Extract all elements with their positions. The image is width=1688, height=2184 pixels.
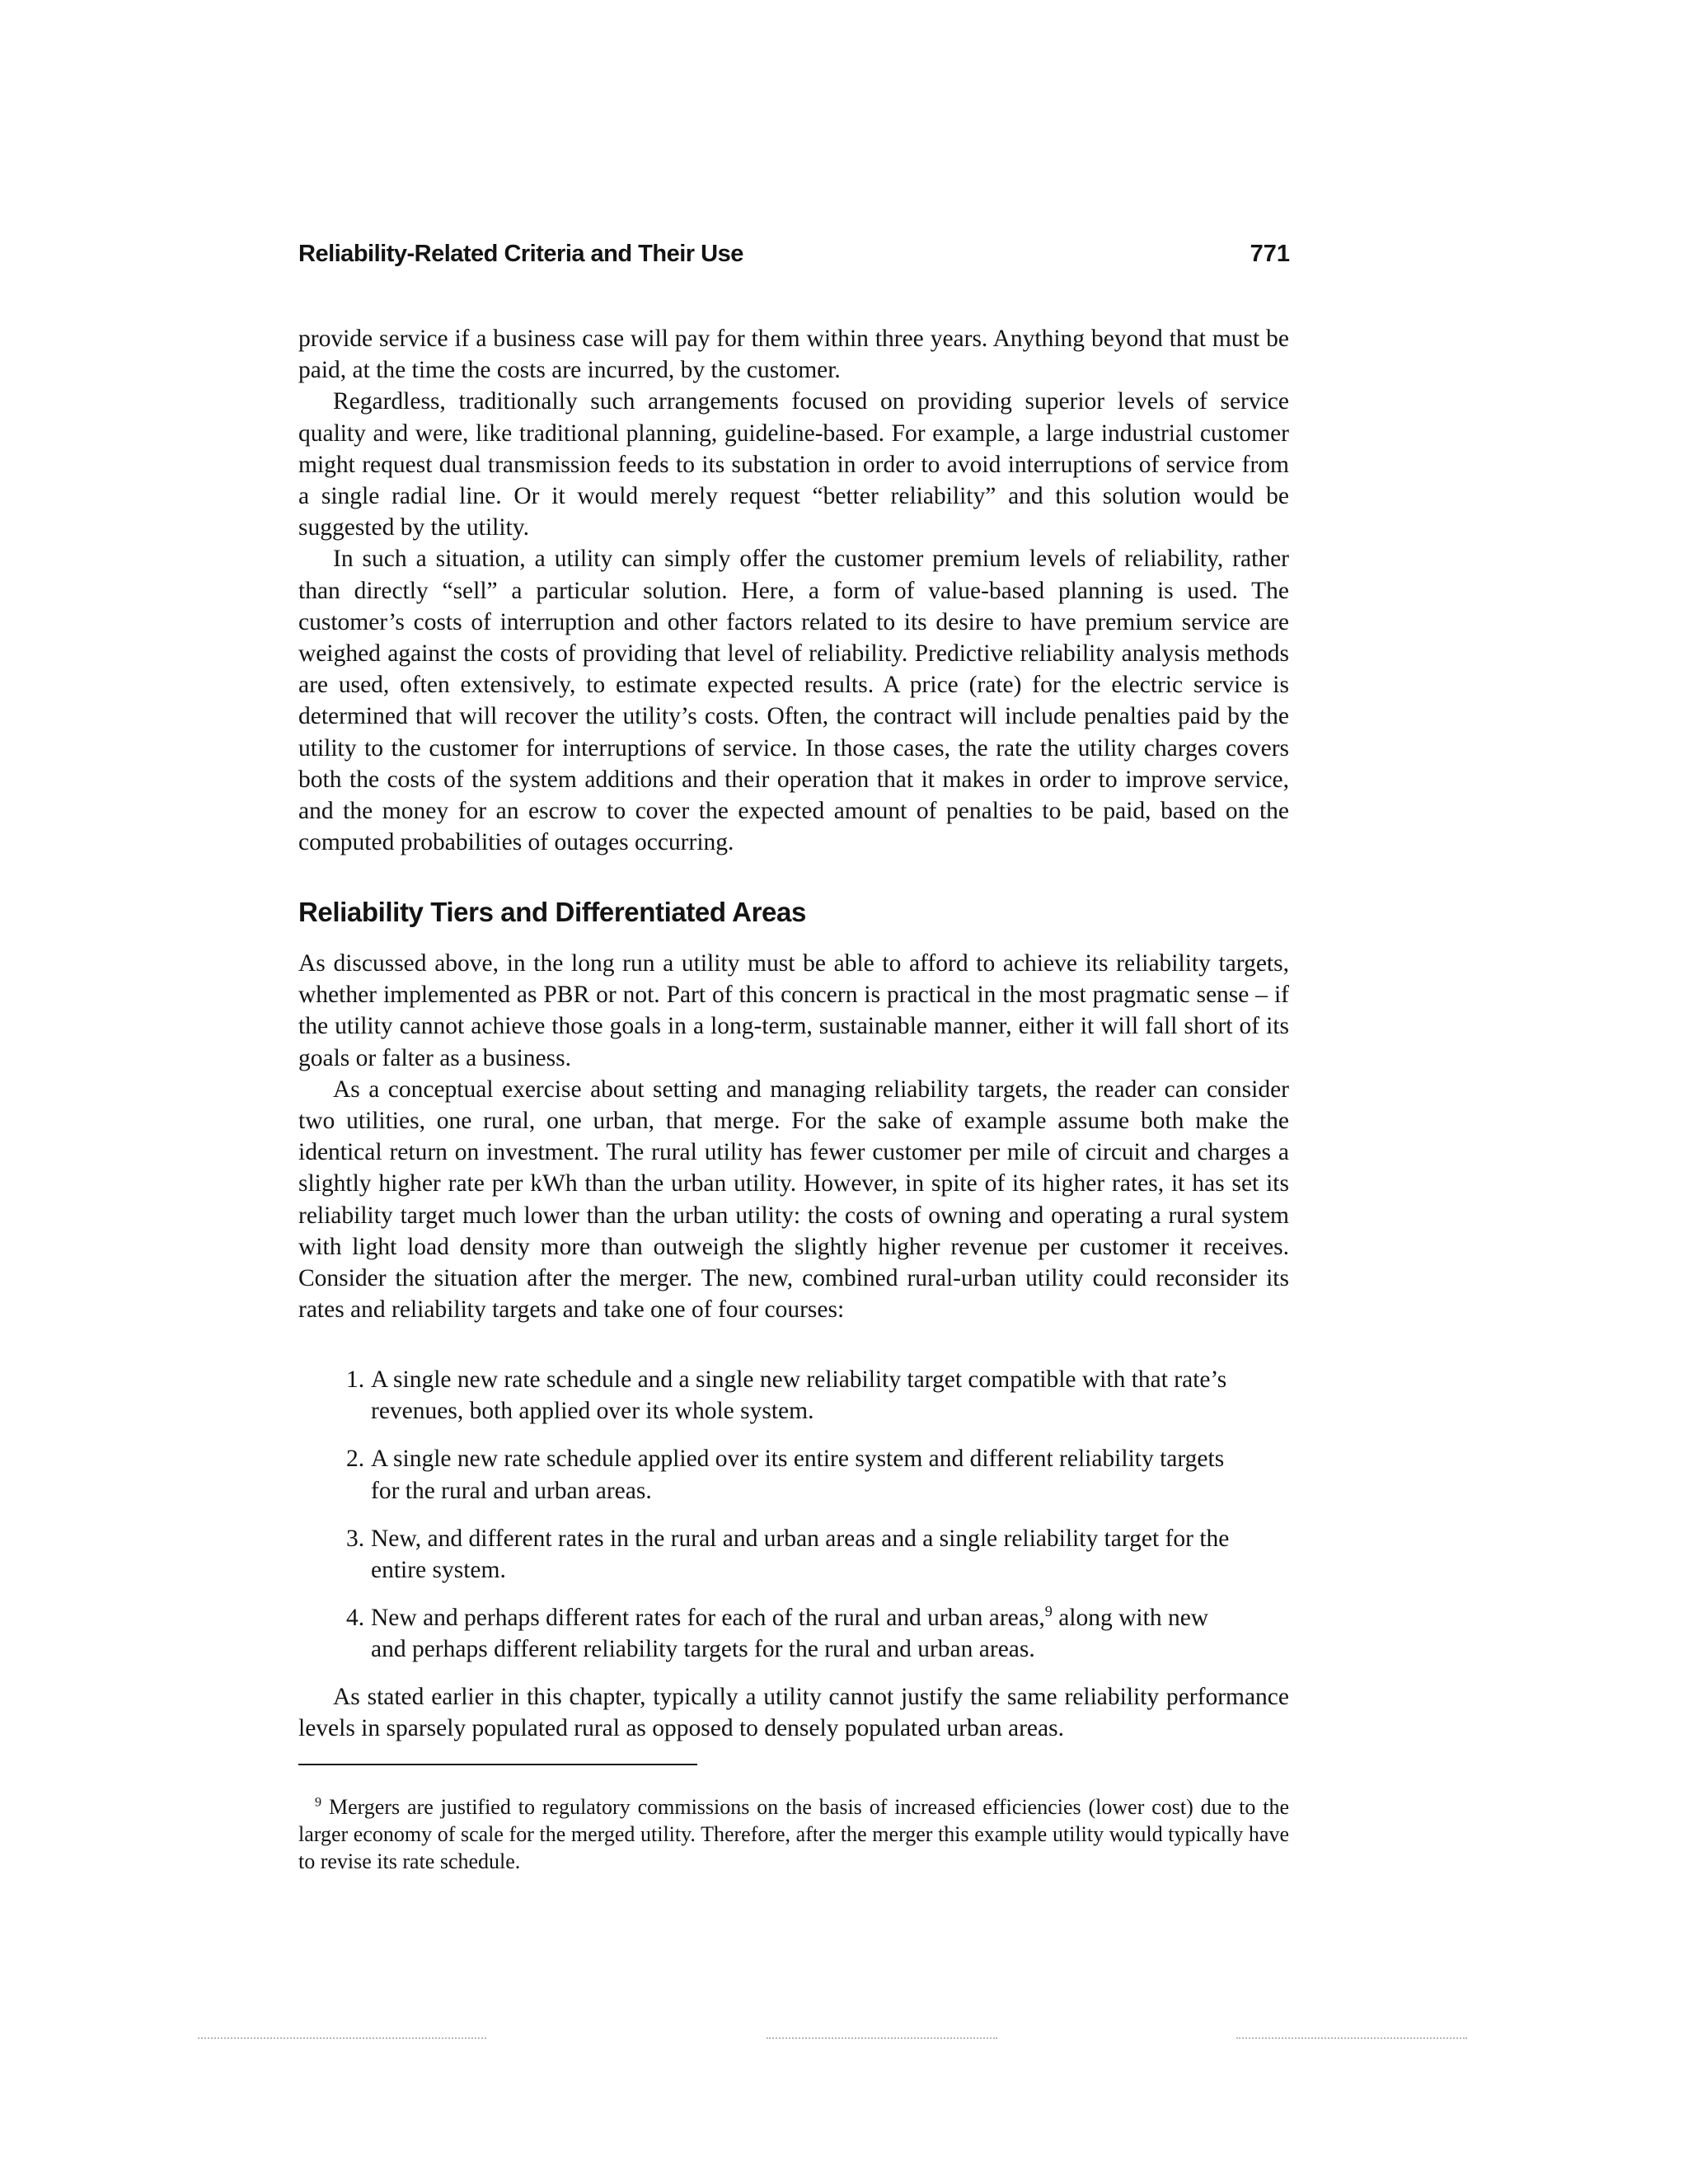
footnote-text: Mergers are justified to regulatory commissions on the basis of increased efficiencies (lower cost) due to the larger economy of scale for the merged utility. Therefore, after the merger this example utility would typically have to revise its rate schedule. <box>298 1795 1289 1873</box>
body-paragraph: In such a situation, a utility can simply offer the customer premium levels of reliability, rather than directly “sell” a particular solution. Here, a form of value-based planning is used. The customer’s costs of interruption and other factors related to its desire to have premium service are weighed against the costs of providing that level of reliability. Predictive reliability analysis methods are used, often extensively, to estimate expected results. A price (rate) for the electric service is determined that will recover the utility’s costs. Often, the contract will include penalties paid by the utility to the customer for interruptions of service. In those cases, the rate the utility charges covers both the costs of the system additions and their operation that it makes in order to improve service, and the money for an escrow to cover the expected amount of penalties to be paid, based on the computed probabilities of outages occurring. <box>298 546 1289 856</box>
list-item <box>298 1364 1289 1427</box>
section-body-text <box>298 948 1289 1325</box>
scan-artifact <box>1236 2037 1467 2039</box>
running-head-title: Reliability-Related Criteria and Their Use <box>298 241 743 267</box>
list-number: 1. <box>346 1366 365 1393</box>
list-item-text: along with new and perhaps different reliability targets for the rural and urban areas. <box>371 1605 1209 1663</box>
list-number: 4. <box>346 1605 365 1632</box>
list-number: 2. <box>346 1446 365 1473</box>
body-paragraph: Regardless, traditionally such arrangements focused on providing superior levels of service quality and were, like traditional planning, guideline-based. For example, a large industrial customer might request dual transmission feeds to its substation in order to avoid interruptions of service from a single radial line. Or it would merely request “better reliability” and this solution would be suggested by the utility. <box>298 388 1289 541</box>
body-paragraph: As a conceptual exercise about setting and managing reliability targets, the reader can consider two utilities, one rural, one urban, that merge. For the sake of example assume both make the identical return on investment. The rural utility has fewer customer per mile of circuit and charges a slightly higher rate per kWh than the urban utility. However, in spite of its higher rates, it has set its reliability target much lower than the urban utility: the costs of owning and operating a rural system with light load density more than outweigh the slightly higher revenue per customer it receives. Consider the situation after the merger. The new, combined rural-urban utility could reconsider its rates and reliability targets and take one of four courses: <box>298 1076 1289 1324</box>
body-paragraph: provide service if a business case will pay for them within three years. Anything beyond that must be paid, at the time the costs are incurred, by the customer. <box>298 326 1289 384</box>
footnote <box>298 1793 1289 1875</box>
body-paragraph: As stated earlier in this chapter, typically a utility cannot justify the same reliability performance levels in sparsely populated rural as opposed to densely populated urban areas. <box>298 1684 1289 1742</box>
list-number: 3. <box>346 1525 365 1552</box>
footnote-marker: 9 <box>315 1795 322 1810</box>
numbered-list <box>298 1364 1289 1682</box>
list-item-text: New and perhaps different rates for each of the rural and urban areas, <box>371 1605 1045 1632</box>
page-number: 771 <box>1250 241 1290 267</box>
scan-artifact <box>198 2037 486 2039</box>
list-item <box>298 1602 1289 1665</box>
body-text-top <box>298 323 1289 858</box>
list-item <box>298 1523 1289 1586</box>
list-item <box>298 1443 1289 1506</box>
list-item-text: A single new rate schedule and a single new reliability target compatible with that rate’s revenues, both applied over its whole system. <box>371 1366 1227 1425</box>
scan-artifact <box>767 2037 997 2039</box>
footnote-divider <box>298 1764 697 1765</box>
list-item-text: A single new rate schedule applied over its entire system and different reliability targets for the rural and urban areas. <box>371 1446 1225 1504</box>
section-heading: Reliability Tiers and Differentiated Areas <box>298 897 806 927</box>
body-paragraph: As discussed above, in the long run a utility must be able to afford to achieve its reliability targets, whether implemented as PBR or not. Part of this concern is practical in the most pragmatic sense – if the utility cannot achieve those goals in a long-term, sustainable manner, either it will fall short of its goals or falter as a business. <box>298 950 1289 1071</box>
closing-text <box>298 1681 1289 1744</box>
footnote-reference[interactable]: 9 <box>1044 1603 1053 1620</box>
list-item-text: New, and different rates in the rural and urban areas and a single reliability target for the entire system. <box>371 1525 1230 1584</box>
